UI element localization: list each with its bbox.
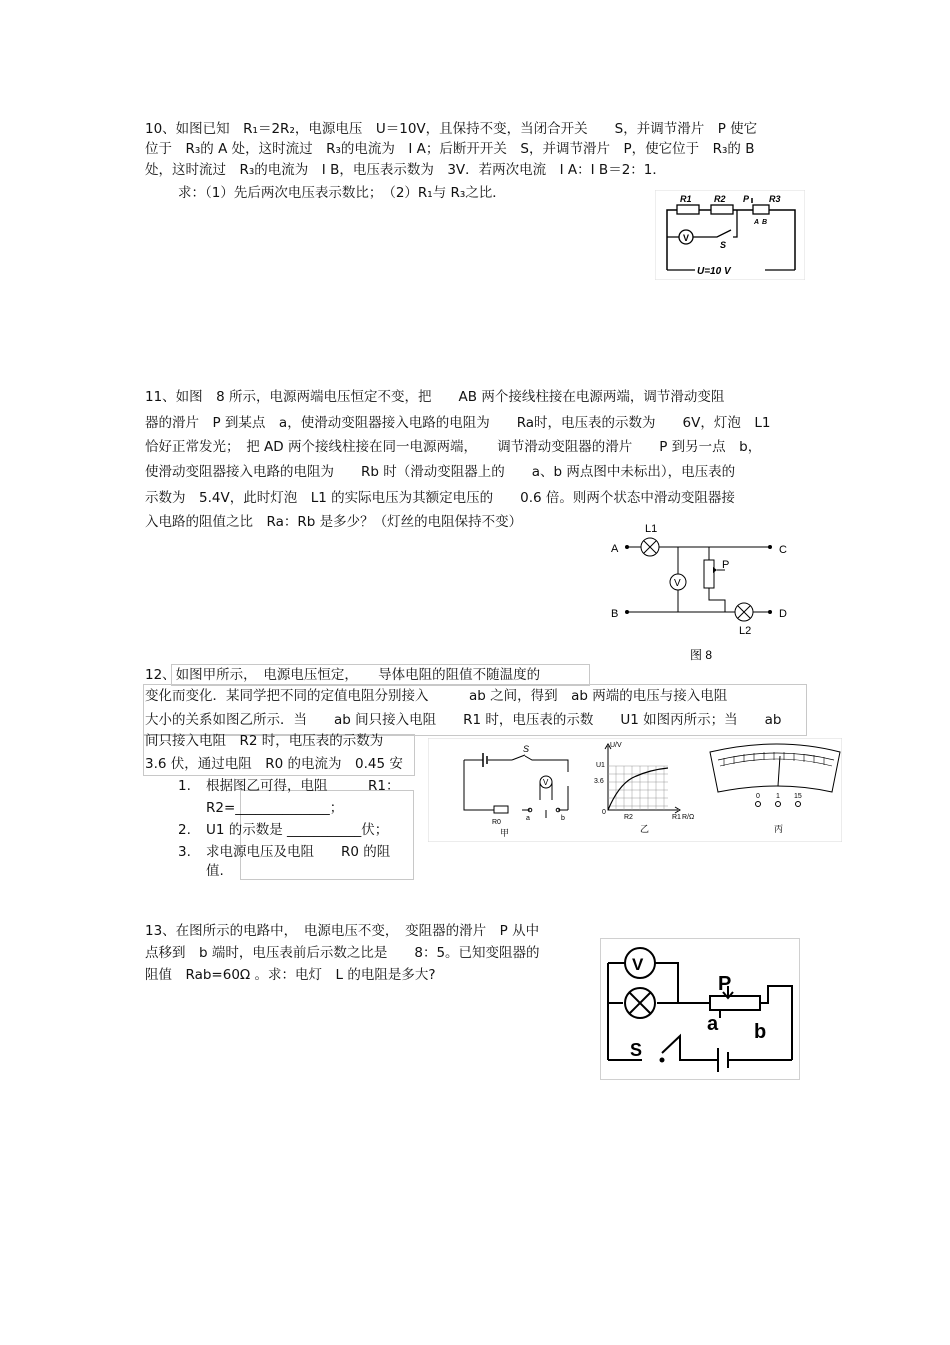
l2-label: L2 [739, 625, 752, 637]
q13-circuit-figure [600, 938, 800, 1080]
svg-text:V: V [683, 233, 690, 243]
fig-jia-circuit [464, 744, 568, 838]
p-label: P [718, 973, 732, 995]
q10-line-4: 求：（1）先后两次电压表示数比； （2）R₁与 R₃之比． [178, 185, 506, 201]
q12-item-2-num: 2. [178, 822, 191, 838]
svg-text:0: 0 [602, 809, 606, 816]
q13-line-2: 点移到 b 端时，电压表前后示数之比是 8：5。已知变阻器的 [145, 945, 540, 961]
battery-icon [718, 1048, 728, 1072]
u-r-curve [608, 768, 668, 810]
c-terminal-label: C [779, 544, 787, 556]
y-axis-label: U/V [610, 742, 622, 749]
svg-text:V: V [543, 778, 549, 787]
svg-text:U1: U1 [596, 762, 605, 769]
q10-line-1: 10、如图已知 R₁＝2R₂，电源电压 U＝10V，且保持不变，当闭合开关 S，并调节滑片 P 使它 [145, 121, 758, 137]
a-label: a [707, 1013, 719, 1035]
q11-line-3: 恰好正常发光； 把 AD 两个接线柱接在同一电源两端， 调节滑动变阻器的滑片 P 到另一点 b， [145, 439, 762, 455]
q12-item-1-num: 1. [178, 778, 191, 794]
svg-text:R1: R1 [672, 814, 681, 821]
q12-line-2: 变化而变化．某同学把不同的定值电阻分别接入 ab 之间，得到 ab 两端的电压与接入电阻 [145, 688, 728, 704]
q10-line-3: 处，这时流过 R₃的电流为 I B，电压表示数为 3V．若两次电流 I A：I B＝2：1． [145, 162, 666, 178]
switch-label: S [523, 744, 530, 754]
svg-text:b: b [561, 815, 565, 822]
svg-text:a: a [526, 815, 530, 822]
r2-label: R2 [714, 194, 726, 204]
d-terminal-label: D [779, 608, 787, 620]
svg-text:15: 15 [794, 793, 802, 800]
fig-yi-graph [594, 742, 694, 834]
q12-line-3: 大小的关系如图乙所示．当 ab 间只接入电阻 R1 时，电压表的示数 U1 如图丙所示；当 ab [145, 712, 782, 728]
q11-line-4: 使滑动变阻器接入电路的电阻为 Rb 时（滑动变阻器上的 a、b 两点图中未标出），电压表的 [145, 464, 736, 480]
r1-label: R1 [680, 194, 692, 204]
b-label: B [762, 219, 768, 226]
q11-line-6: 入电路的阻值之比 Ra：Rb 是多少？（灯丝的电阻保持不变） [145, 514, 523, 530]
q12-line-4: 间只接入电阻 R2 时，电压表的示数为 [145, 733, 384, 749]
rheostat [704, 560, 714, 588]
q11-circuit-figure [605, 520, 805, 668]
s-label: S [720, 240, 727, 250]
q12-item-3-num: 3. [178, 844, 191, 860]
q12-line-1: 12、如图甲所示， 电源电压恒定， 导体电阻的阻值不随温度的 [145, 667, 541, 683]
svg-text:R0: R0 [492, 819, 501, 826]
bing-caption: 丙 [774, 824, 784, 834]
fig-bing-voltmeter [710, 744, 840, 834]
r0-resistor [494, 806, 508, 813]
yi-caption: 乙 [640, 824, 650, 834]
r2-resistor [711, 205, 733, 214]
svg-text:V: V [632, 955, 644, 974]
svg-text:0: 0 [756, 793, 760, 800]
r1-resistor [677, 205, 699, 214]
q13-line-1: 13、在图所示的电路中， 电源电压不变， 变阻器的滑片 P 从中 [145, 923, 540, 939]
svg-text:1: 1 [776, 793, 780, 800]
svg-text:3.6: 3.6 [594, 778, 604, 785]
q12-item-1-text: 根据图乙可得，电阻 R1： [206, 778, 400, 794]
b-label: b [754, 1021, 767, 1043]
q12-line-5: 3.6 伏，通过电阻 R0 的电流为 0.45 安 [145, 756, 403, 772]
svg-text:V: V [674, 578, 681, 589]
q12-item-2-text: U1 的示数是 ___________伏； [206, 822, 389, 838]
x-axis-label: R/Ω [682, 814, 695, 821]
q12-figures [428, 738, 842, 842]
b-terminal-label: B [611, 608, 619, 620]
q11-line-2: 器的滑片 P 到某点 a，使滑动变阻器接入电路的电阻为 Ra时，电压表的示数为 6V，灯泡 L1 [145, 415, 771, 431]
p-label: P [722, 559, 730, 571]
q10-circuit-figure [655, 190, 805, 280]
q12-item-1-answer: R2=______________； [206, 800, 344, 816]
q13-line-3: 阻值 Rab=60Ω 。求：电灯 L 的电阻是多大? [145, 967, 436, 983]
s-label: S [630, 1040, 643, 1060]
p-label: P [743, 194, 750, 204]
figure-caption: 图 8 [690, 648, 713, 662]
a-label: A [754, 219, 760, 226]
l1-label: L1 [645, 523, 658, 535]
jia-caption: 甲 [500, 828, 510, 838]
r3-rheostat [753, 205, 769, 214]
q10-line-2: 位于 R₃的 A 处，这时流过 R₃的电流为 I A；后断开开关 S，并调节滑片 P，使它位于 R₃的 B [145, 141, 755, 157]
a-terminal-label: A [611, 543, 619, 555]
q11-line-1: 11、如图 8 所示，电源两端电压恒定不变，把 AB 两个接线柱接在电源两端，调节滑动变阻 [145, 389, 725, 405]
svg-text:R2: R2 [624, 814, 633, 821]
r3-label: R3 [769, 194, 781, 204]
q12-item-3-text: 求电源电压及电阻 R0 的阻 [206, 844, 391, 860]
q11-line-5: 示数为 5.4V，此时灯泡 L1 的实际电压为其额定电压的 0.6 倍。则两个状态中滑动变阻器接 [145, 490, 735, 506]
rheostat [710, 996, 760, 1010]
voltage-label: U=10 V [697, 266, 731, 277]
q12-item-3-cont: 值. [206, 863, 224, 879]
